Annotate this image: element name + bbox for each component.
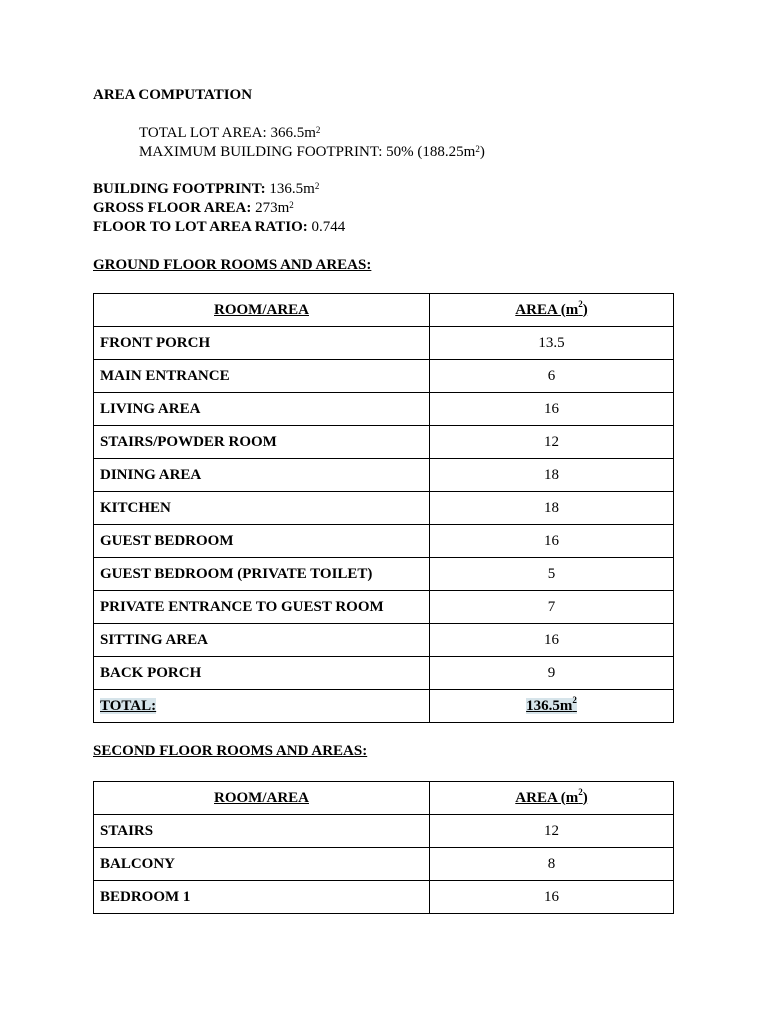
ground-floor-heading: GROUND FLOOR ROOMS AND AREAS:	[93, 257, 372, 273]
room-name-cell: GUEST BEDROOM	[94, 525, 430, 558]
column-header-area-close: )	[582, 301, 588, 318]
column-header-area-label: AREA (m	[515, 789, 579, 806]
room-name-cell: BACK PORCH	[94, 657, 430, 690]
column-header-area	[430, 782, 674, 815]
room-name-cell: MAIN ENTRANCE	[94, 360, 430, 393]
column-header-area-sup: 2	[578, 786, 583, 797]
ground-floor-rows	[94, 327, 674, 690]
second-floor-heading: SECOND FLOOR ROOMS AND AREAS:	[93, 743, 368, 759]
table-row	[94, 492, 674, 525]
max-footprint-sup: 2	[475, 144, 480, 154]
column-header-room-label: ROOM/AREA	[214, 789, 309, 806]
room-area-cell: 6	[430, 360, 674, 393]
room-area-cell: 16	[430, 525, 674, 558]
floor-lot-ratio-label: FLOOR TO LOT AREA RATIO:	[93, 219, 308, 235]
room-name-cell: DINING AREA	[94, 459, 430, 492]
total-lot-area-sup: 2	[315, 125, 321, 135]
column-header-area	[430, 294, 674, 327]
room-area-cell: 16	[430, 624, 674, 657]
column-header-room	[94, 782, 430, 815]
room-name-cell: KITCHEN	[94, 492, 430, 525]
column-header-area-label: AREA (m	[515, 301, 579, 318]
room-name-cell: LIVING AREA	[94, 393, 430, 426]
second-floor-table	[93, 781, 674, 914]
document-page	[93, 86, 673, 914]
room-name-cell: GUEST BEDROOM (PRIVATE TOILET)	[94, 558, 430, 591]
room-name-cell: STAIRS/POWDER ROOM	[94, 426, 430, 459]
building-footprint-sup: 2	[314, 181, 320, 191]
total-lot-area-line	[93, 124, 673, 143]
room-name-cell: PRIVATE ENTRANCE TO GUEST ROOM	[94, 591, 430, 624]
table-row	[94, 624, 674, 657]
column-header-room	[94, 294, 430, 327]
room-area-cell: 12	[430, 815, 674, 848]
table-row	[94, 848, 674, 881]
table-row	[94, 360, 674, 393]
table-header-row	[94, 782, 674, 815]
table-row	[94, 815, 674, 848]
ground-floor-table	[93, 293, 674, 723]
gross-floor-area-value: 273m	[255, 200, 290, 216]
building-footprint-label: BUILDING FOOTPRINT:	[93, 181, 266, 197]
total-label: TOTAL:	[100, 697, 157, 714]
total-value-cell	[430, 690, 674, 723]
floor-lot-ratio-value: 0.744	[311, 219, 346, 235]
gross-floor-area-line	[93, 199, 673, 218]
room-area-cell: 12	[430, 426, 674, 459]
building-footprint-value: 136.5m	[269, 181, 315, 197]
table-row	[94, 393, 674, 426]
gross-floor-area-label: GROSS FLOOR AREA:	[93, 200, 252, 216]
floor-lot-ratio-line	[93, 218, 673, 237]
table-row	[94, 459, 674, 492]
total-lot-area-label: TOTAL LOT AREA:	[139, 125, 271, 141]
building-footprint-line	[93, 180, 673, 199]
total-label-cell	[94, 690, 430, 723]
table-row	[94, 327, 674, 360]
table-row	[94, 881, 674, 914]
room-name-cell: BEDROOM 1	[94, 881, 430, 914]
room-area-cell: 18	[430, 492, 674, 525]
room-area-cell: 5	[430, 558, 674, 591]
table-row	[94, 657, 674, 690]
max-footprint-value: 50% (188.25m	[386, 144, 476, 160]
total-row	[94, 690, 674, 723]
room-area-cell: 9	[430, 657, 674, 690]
room-name-cell: FRONT PORCH	[94, 327, 430, 360]
room-area-cell: 16	[430, 881, 674, 914]
total-value	[526, 694, 577, 714]
room-name-cell: SITTING AREA	[94, 624, 430, 657]
table-row	[94, 591, 674, 624]
table-row	[94, 426, 674, 459]
gross-floor-area-sup: 2	[289, 200, 294, 210]
total-lot-area-value: 366.5m	[270, 125, 316, 141]
max-footprint-close: )	[479, 144, 485, 160]
room-name-cell: BALCONY	[94, 848, 430, 881]
room-area-cell: 7	[430, 591, 674, 624]
column-header-room-label: ROOM/AREA	[214, 301, 309, 318]
room-area-cell: 18	[430, 459, 674, 492]
room-area-cell: 13.5	[430, 327, 674, 360]
room-name-cell: STAIRS	[94, 815, 430, 848]
table-row	[94, 558, 674, 591]
second-floor-rows	[94, 815, 674, 914]
column-header-area-sup: 2	[578, 298, 583, 309]
table-row	[94, 525, 674, 558]
room-area-cell: 16	[430, 393, 674, 426]
total-value-sup: 2	[572, 694, 577, 705]
document-title: AREA COMPUTATION	[93, 87, 253, 103]
column-header-area-close: )	[582, 789, 588, 806]
table-header-row	[94, 294, 674, 327]
max-footprint-line	[93, 143, 673, 162]
room-area-cell: 8	[430, 848, 674, 881]
max-footprint-label: MAXIMUM BUILDING FOOTPRINT:	[139, 144, 387, 160]
total-value-text: 136.5m	[526, 697, 573, 714]
